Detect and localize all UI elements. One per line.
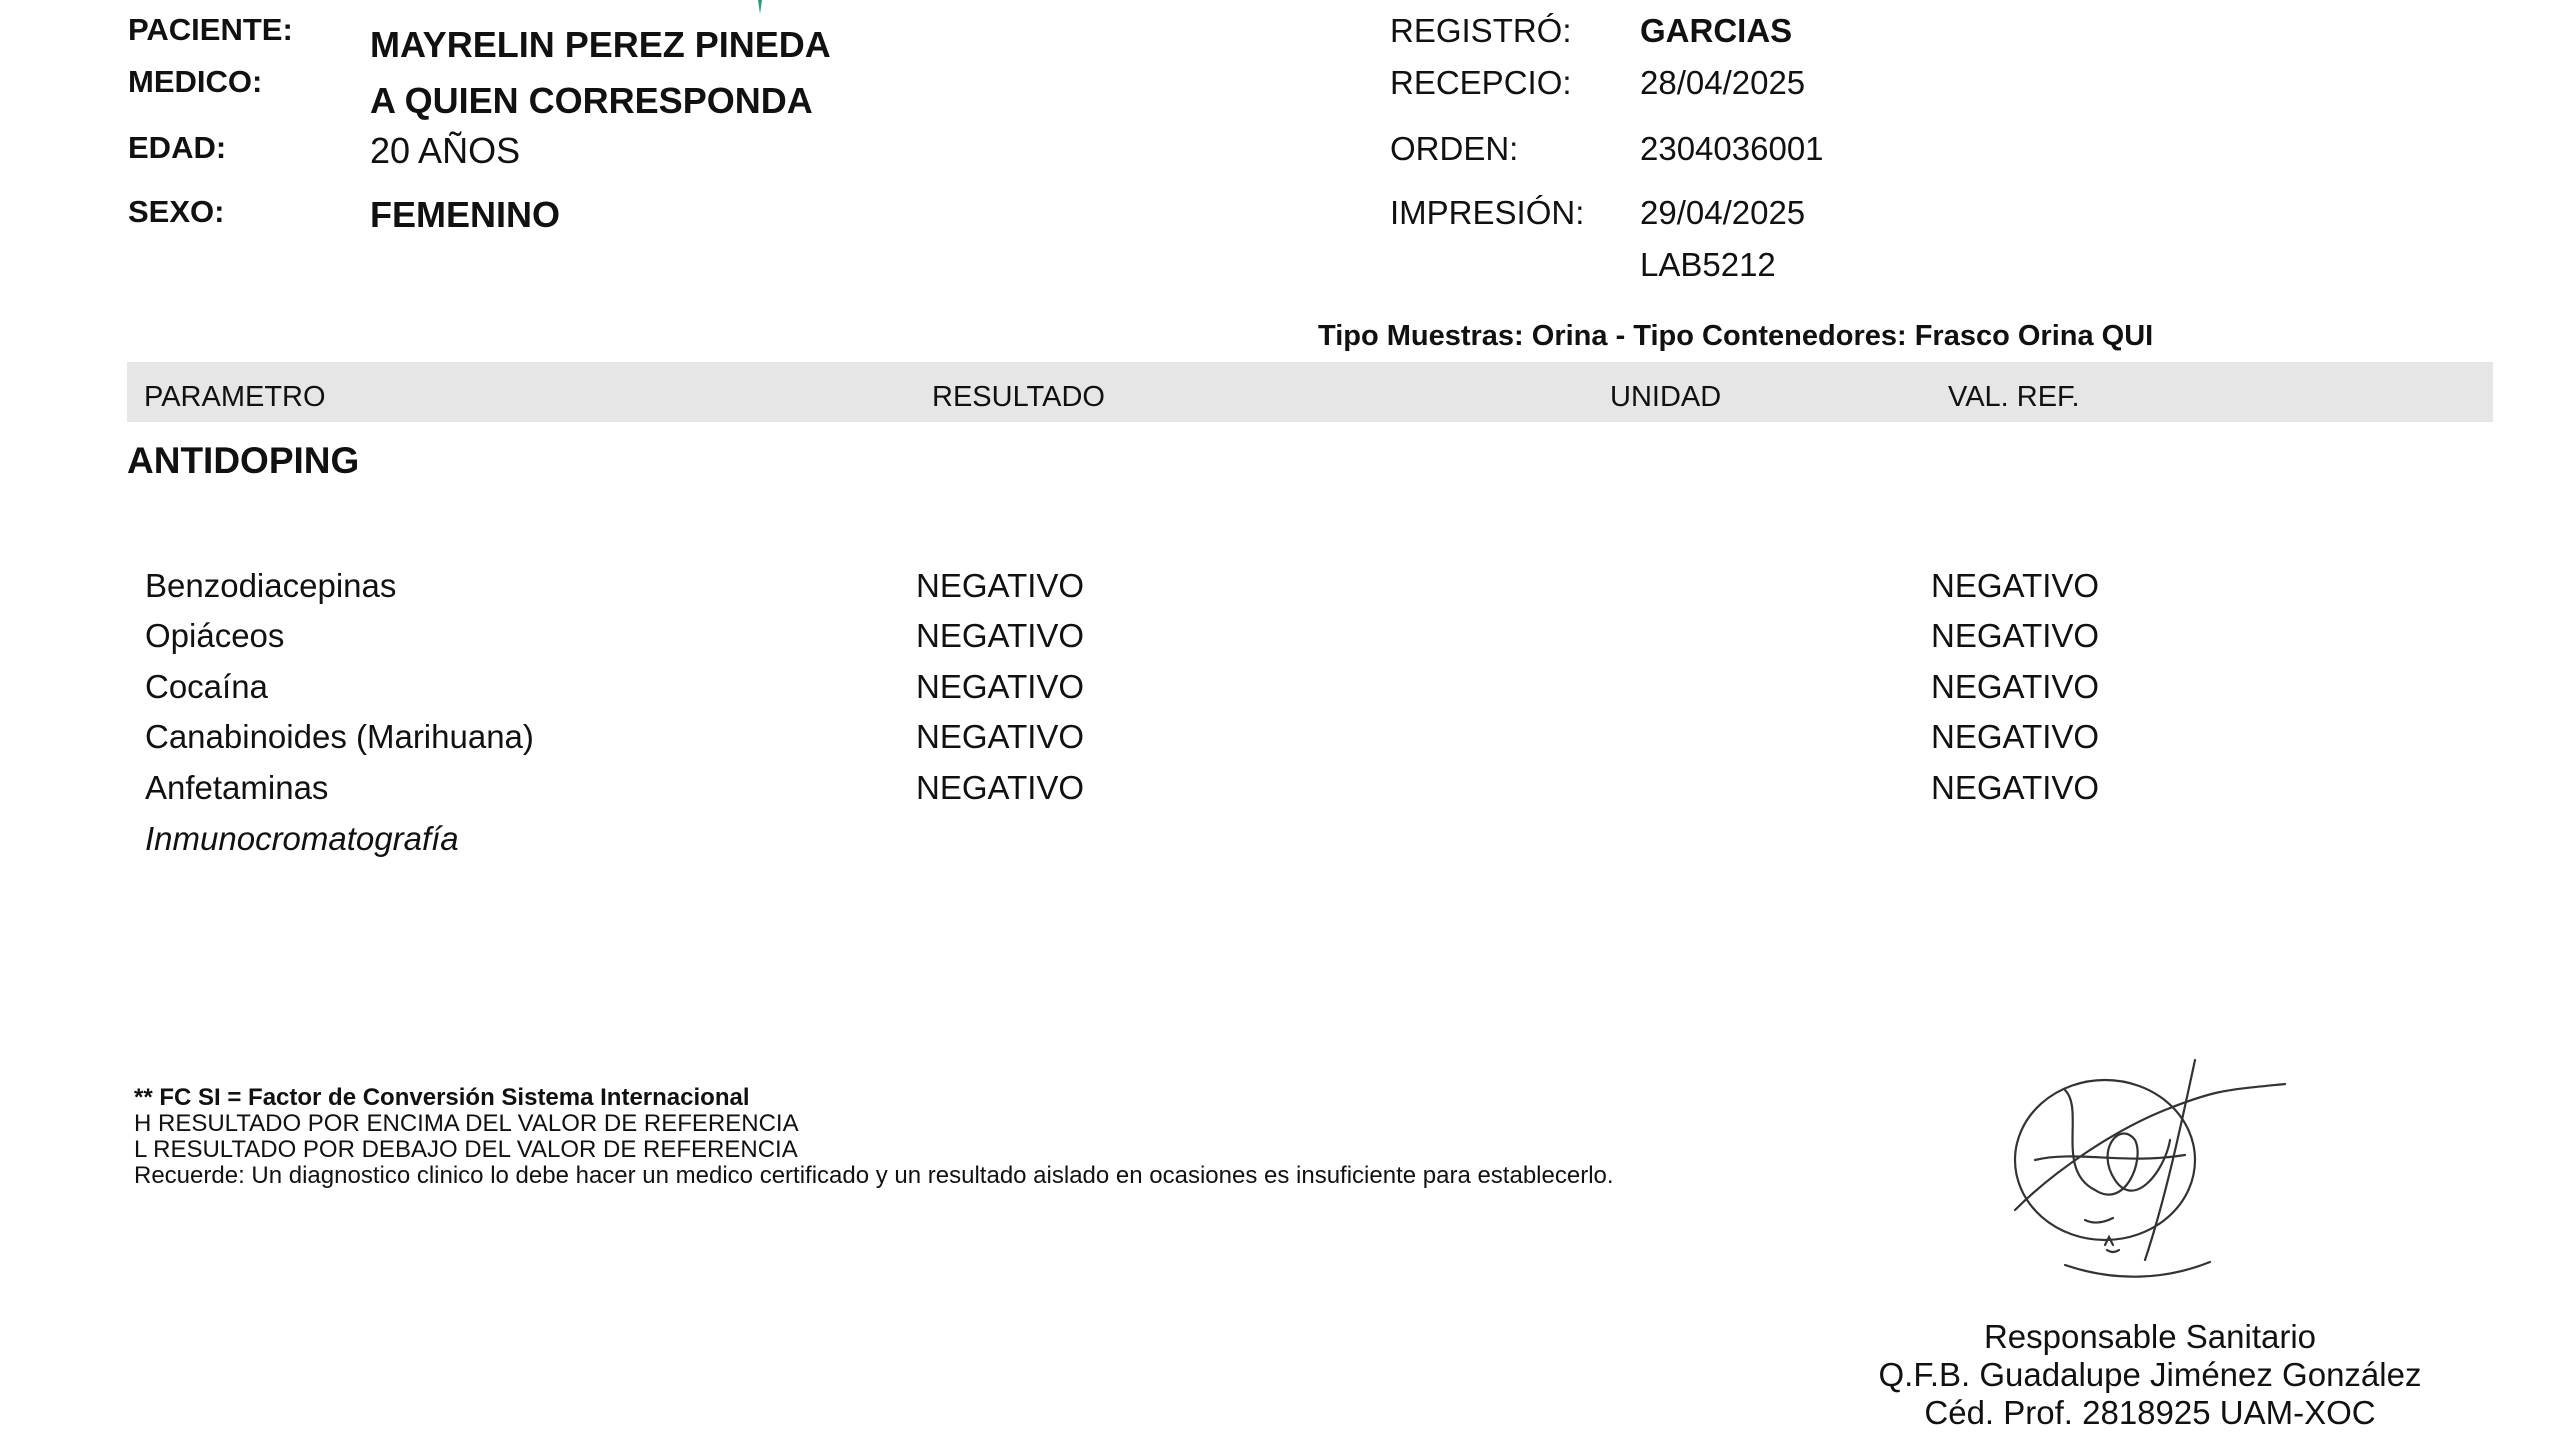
signature-icon: [1995, 1050, 2315, 1300]
section-title: ANTIDOPING: [127, 440, 360, 481]
footnote-disclaimer: Recuerde: Un diagnostico clinico lo debe hacer un medico certificado y un resultado aislado en ocasiones es insuficiente para establecerlo.: [134, 1162, 1614, 1189]
lab-code: LAB5212: [1640, 246, 1776, 283]
header-resultado: RESULTADO: [932, 381, 1105, 413]
paciente-label: PACIENTE:: [128, 12, 293, 47]
row-parametro: Opiáceos: [145, 617, 285, 654]
logo-fragment-icon: [752, 0, 770, 14]
sample-info: Tipo Muestras: Orina - Tipo Contenedores: Frasco Orina QUI: [1318, 320, 2154, 352]
signatory-license: Céd. Prof. 2818925 UAM-XOC: [1924, 1394, 2376, 1431]
row-parametro: Anfetaminas: [145, 769, 329, 806]
recepcio-label: RECEPCIO:: [1390, 64, 1572, 101]
recepcio-value: 28/04/2025: [1640, 64, 1806, 101]
row-resultado: NEGATIVO: [916, 617, 1085, 654]
row-parametro: Benzodiacepinas: [145, 567, 397, 604]
registro-label: REGISTRÓ:: [1390, 12, 1572, 49]
row-val-ref: NEGATIVO: [1931, 567, 2100, 604]
footnote-h: H RESULTADO POR ENCIMA DEL VALOR DE REFERENCIA: [134, 1110, 799, 1137]
registro-value: GARCIAS: [1640, 12, 1793, 49]
row-resultado: NEGATIVO: [916, 718, 1085, 755]
medico-value: A QUIEN CORRESPONDA: [370, 80, 813, 121]
sexo-label: SEXO:: [128, 194, 225, 229]
footnote-fc-si: ** FC SI = Factor de Conversión Sistema Internacional: [134, 1084, 750, 1111]
impresion-value: 29/04/2025: [1640, 194, 1806, 231]
row-parametro: Cocaína: [145, 668, 268, 705]
impresion-label: IMPRESIÓN:: [1390, 194, 1585, 231]
header-unidad: UNIDAD: [1610, 381, 1722, 413]
table-header-bar: [127, 362, 2493, 422]
header-parametro: PARAMETRO: [144, 381, 326, 413]
orden-label: ORDEN:: [1390, 130, 1519, 167]
sexo-value: FEMENINO: [370, 194, 561, 235]
row-resultado: NEGATIVO: [916, 668, 1085, 705]
header-val-ref: VAL. REF.: [1948, 381, 2080, 413]
method-note: Inmunocromatografía: [145, 820, 459, 857]
edad-label: EDAD:: [128, 130, 227, 165]
row-resultado: NEGATIVO: [916, 567, 1085, 604]
orden-value: 2304036001: [1640, 130, 1824, 167]
row-val-ref: NEGATIVO: [1931, 718, 2100, 755]
row-val-ref: NEGATIVO: [1931, 617, 2100, 654]
paciente-value: MAYRELIN PEREZ PINEDA: [370, 24, 831, 65]
row-resultado: NEGATIVO: [916, 769, 1085, 806]
row-val-ref: NEGATIVO: [1931, 668, 2100, 705]
row-parametro: Canabinoides (Marihuana): [145, 718, 534, 755]
edad-value: 20 AÑOS: [370, 130, 521, 171]
row-val-ref: NEGATIVO: [1931, 769, 2100, 806]
signatory-title: Responsable Sanitario: [1983, 1318, 2317, 1355]
medico-label: MEDICO:: [128, 64, 263, 99]
signatory-name: Q.F.B. Guadalupe Jiménez González: [1878, 1356, 2422, 1393]
footnote-l: L RESULTADO POR DEBAJO DEL VALOR DE REFERENCIA: [134, 1136, 798, 1163]
